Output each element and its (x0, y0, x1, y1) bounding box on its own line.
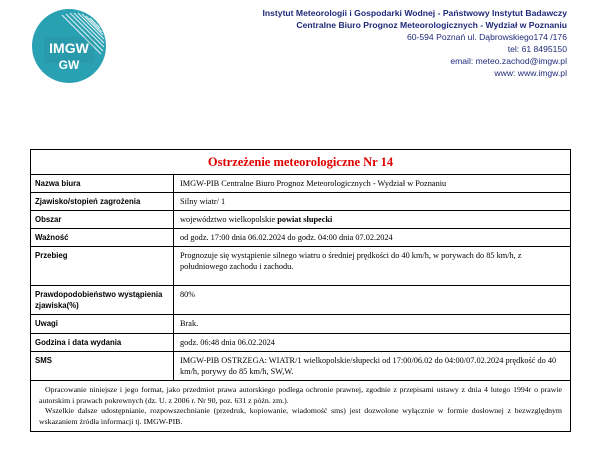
row-value (174, 211, 571, 229)
website[interactable]: www: www.imgw.pl (494, 68, 567, 78)
table-row (31, 247, 570, 286)
row-value: IMGW-PIB OSTRZEGA: WIATR/1 wielkopolskie/słupecki od 17:00/06.02 do 04:00/07.02.2024 prędkość do 40 km/h, porywy do 85 km/h, SW,W. (174, 352, 571, 381)
area-region: województwo wielkopolskie (180, 215, 278, 224)
copyright-paragraph: Opracowanie niniejsze i jego format, jako przedmiot prawa autorskiego podlega ochronie prawnej, zgodnie z przepisami ustawy z dnia 4 lutego 1994r o prawie autorskim i prawach pokrewnych (dz. U. z 2006 r. Nr 90, poz. 631 z późn. zm.). (39, 385, 562, 405)
email[interactable]: email: meteo.zachod@imgw.pl (450, 56, 567, 66)
row-label: Nazwa biura (31, 175, 174, 193)
institute-header (263, 7, 567, 79)
table-row (31, 352, 570, 381)
office-name: Centralne Biuro Prognoz Meteorologicznych - Wydział w Poznaniu (296, 20, 567, 30)
distribution-paragraph: Wszelkie dalsze udostępnianie, rozpowszechnianie (przedruk, kopiowanie, wiadomość sms) jest dozwolone wyłącznie w formie dosłownej z bezwzględnym wskazaniem źródła informacji tj. IMGW-PIB. (39, 406, 562, 426)
row-label: Przebieg (31, 247, 174, 286)
warning-table (31, 175, 570, 381)
row-label: Ważność (31, 229, 174, 247)
logo-text: IMGW (49, 40, 89, 56)
row-value: 80% (174, 286, 571, 315)
institute-name: Instytut Meteorologii i Gospodarki Wodnej - Państwowy Instytut Badawczy (262, 8, 567, 18)
table-row (31, 315, 570, 334)
row-value: Brak. (174, 315, 571, 334)
document-title: Ostrzeżenie meteorologiczne Nr 14 (31, 150, 570, 175)
row-label: Godzina i data wydania (31, 334, 174, 352)
table-row (31, 334, 570, 352)
row-label: Prawdopodobieństwo wystąpienia zjawiska(%) (31, 286, 174, 315)
table-row (31, 211, 570, 229)
table-row (31, 175, 570, 193)
row-label: SMS (31, 352, 174, 381)
area-county: powiat słupecki (277, 215, 333, 224)
row-value: Prognozuje się wystąpienie silnego wiatru o średniej prędkości do 40 km/h, w porywach do 85 km/h, z południowego zachodu i zachodu. (174, 247, 571, 286)
row-value: IMGW-PIB Centralne Biuro Prognoz Meteorologicznych - Wydział w Poznaniu (174, 175, 571, 193)
row-value: od godz. 17:00 dnia 06.02.2024 do godz. 04:00 dnia 07.02.2024 (174, 229, 571, 247)
table-row (31, 286, 570, 315)
table-row (31, 229, 570, 247)
copyright-notice (31, 381, 570, 431)
table-row (31, 193, 570, 211)
row-label: Obszar (31, 211, 174, 229)
imgw-logo (30, 7, 108, 85)
row-label: Uwagi (31, 315, 174, 334)
svg-text:GW: GW (58, 58, 80, 72)
row-label: Zjawisko/stopień zagrożenia (31, 193, 174, 211)
warning-document (30, 149, 571, 432)
row-value: godz. 06:48 dnia 06.02.2024 (174, 334, 571, 352)
phone: tel: 61 8495150 (507, 44, 567, 54)
address: 60-594 Poznań ul. Dąbrowskiego174 /176 (406, 32, 567, 42)
row-value: Silny wiatr/ 1 (174, 193, 571, 211)
